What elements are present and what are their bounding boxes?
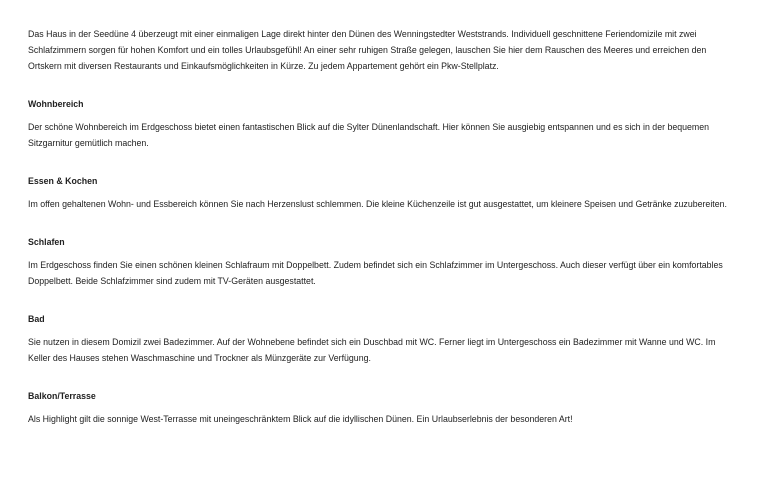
section-text: Im offen gehaltenen Wohn- und Essbereich können Sie nach Herzenslust schlemmen. Die kleine Küchenzeile ist gut ausgestattet, um kleinere Speisen und Getränke zuzubereiten.	[28, 199, 727, 209]
section-schlafen	[28, 235, 740, 289]
section-wohnbereich	[28, 97, 740, 151]
section-balkon-terrasse	[28, 389, 740, 427]
section-title: Wohnbereich	[28, 99, 84, 109]
section-text: Sie nutzen in diesem Domizil zwei Badezimmer. Auf der Wohnebene befindet sich ein Duschbad mit WC. Ferner liegt im Untergeschoss ein Badezimmer mit Wanne und WC. Im Keller des Hauses stehen Waschmaschine und Trockner als Münzgeräte zur Verfügung.	[28, 337, 716, 363]
section-title: Schlafen	[28, 237, 65, 247]
section-text: Der schöne Wohnbereich im Erdgeschoss bietet einen fantastischen Blick auf die Sylter Dünenlandschaft. Hier können Sie ausgiebig entspannen und es sich in der bequemen Sitzgarnitur gemütlich machen.	[28, 122, 710, 148]
section-essen-kochen	[28, 174, 740, 212]
section-text: Im Erdgeschoss finden Sie einen schönen kleinen Schlafraum mit Doppelbett. Zudem befindet sich ein Schlafzimmer im Untergeschoss. Auch dieser verfügt über ein komfortables Doppelbett. Beide Schlafzimmer sind zudem mit TV-Geräten ausgestattet.	[28, 260, 723, 286]
intro-paragraph: Das Haus in der Seedüne 4 überzeugt mit einer einmaligen Lage direkt hinter den Dünen des Wenningstedter Weststrands. Individuell geschnittene Feriendomizile mit zwei Schlafzimmern sorgen für hohen Komfort und ein tolles Urlaubsgefühl! An einer sehr ruhigen Straße gelegen, lauschen Sie hier dem Rauschen des Meeres und erreichen den Ortskern mit diversen Restaurants und Einkaufsmöglichkeiten in Kürze. Zu jedem Appartement gehört ein Pkw-Stellplatz.	[28, 29, 707, 71]
section-title: Essen & Kochen	[28, 176, 98, 186]
section-title: Balkon/Terrasse	[28, 391, 96, 401]
section-title: Bad	[28, 314, 45, 324]
section-text: Als Highlight gilt die sonnige West-Terrasse mit uneingeschränktem Blick auf die idyllischen Dünen. Ein Urlaubserlebnis der besonderen Art!	[28, 414, 573, 424]
section-bad	[28, 312, 740, 366]
